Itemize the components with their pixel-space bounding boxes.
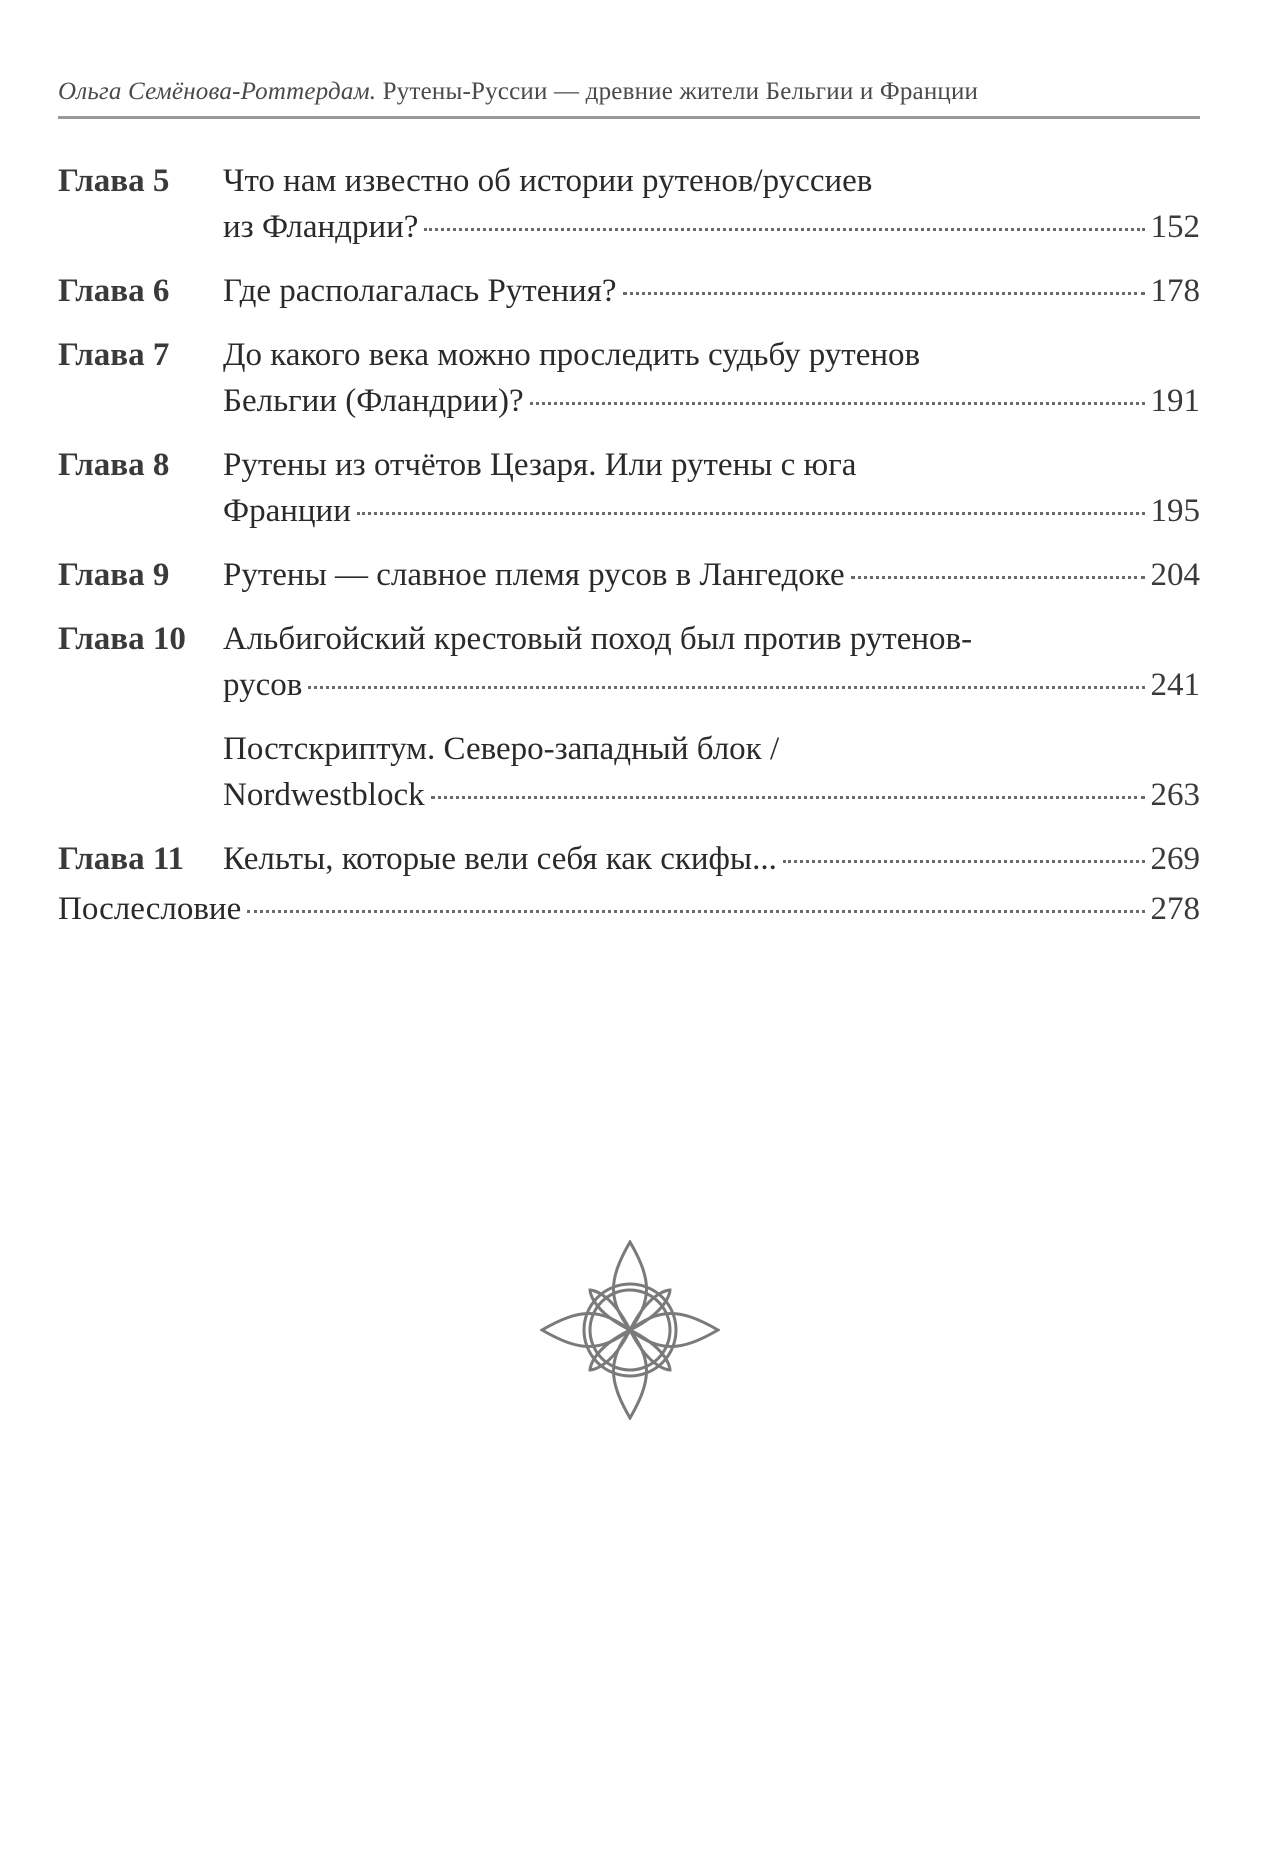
toc-entry-title-end: Франции <box>223 493 351 529</box>
toc-entry-line: Постскриптум. Северо-западный блок / <box>223 731 780 767</box>
dot-leader <box>424 228 1144 231</box>
toc-entry-line: Рутены из отчётов Цезаря. Или рутены с юга <box>223 447 857 483</box>
toc-entry-title-end: Nordwestblock <box>223 777 425 813</box>
dot-leader <box>308 686 1144 689</box>
running-head-title: Рутены-Руссии — древние жители Бельгии и Франции <box>382 78 979 105</box>
toc-entry-title: Кельты, которые вели себя как скифы... <box>223 841 777 877</box>
toc-entry-postscript[interactable] <box>58 726 1200 818</box>
toc-entry-chapter-7[interactable] <box>58 332 1200 424</box>
toc-page-number: 278 <box>1150 891 1200 927</box>
toc-entry-title: Послесловие <box>58 891 242 927</box>
running-head-author: Ольга Семёнова-Роттердам. <box>58 78 377 105</box>
toc-page-number: 195 <box>1150 493 1200 529</box>
toc-entry-label: Глава 11 <box>58 841 185 877</box>
toc-entry-chapter-8[interactable] <box>58 442 1200 534</box>
toc-entry-title: Где располагалась Рутения? <box>223 273 617 309</box>
header-rule <box>58 116 1200 119</box>
toc-page-number: 204 <box>1150 557 1200 593</box>
toc-page-number: 152 <box>1150 209 1200 245</box>
toc-page-number: 191 <box>1150 383 1200 419</box>
toc-entry-chapter-11[interactable] <box>58 836 1200 882</box>
dot-leader <box>623 292 1145 295</box>
dot-leader <box>247 910 1144 913</box>
toc-page-number: 241 <box>1150 667 1200 703</box>
toc-entry-label: Глава 8 <box>58 447 170 483</box>
dot-leader <box>851 576 1145 579</box>
dot-leader <box>357 512 1145 515</box>
toc-entry-chapter-9[interactable] <box>58 552 1200 598</box>
toc-entry-afterword[interactable] <box>58 886 1200 932</box>
toc-entry-chapter-10[interactable] <box>58 616 1200 708</box>
toc-entry-title-end: из Фландрии? <box>223 209 419 245</box>
dot-leader <box>783 860 1145 863</box>
toc-entry-label: Глава 5 <box>58 163 170 199</box>
dot-leader <box>530 402 1145 405</box>
toc-page-number: 269 <box>1150 841 1200 877</box>
dot-leader <box>431 796 1145 799</box>
toc-entry-chapter-6[interactable] <box>58 268 1200 314</box>
celtic-knot-icon <box>540 1240 720 1420</box>
toc-entry-label: Глава 10 <box>58 621 186 657</box>
toc-page-number: 263 <box>1150 777 1200 813</box>
toc-entry-label: Глава 9 <box>58 557 170 593</box>
running-head <box>58 78 978 106</box>
toc-entry-line: Что нам известно об истории рутенов/руссиев <box>223 163 873 199</box>
toc-entry-title: Рутены — славное племя русов в Лангедоке <box>223 557 845 593</box>
toc-entry-chapter-5[interactable] <box>58 158 1200 250</box>
toc-entry-label: Глава 7 <box>58 337 170 373</box>
toc-page-number: 178 <box>1150 273 1200 309</box>
toc-entry-line: До какого века можно проследить судьбу рутенов <box>223 337 921 373</box>
toc-entry-line: Альбигойский крестовый поход был против рутенов- <box>223 621 973 657</box>
toc-entry-title-end: Бельгии (Фландрии)? <box>223 383 524 419</box>
toc-entry-title-end: русов <box>223 667 303 703</box>
table-of-contents <box>58 158 1200 932</box>
toc-entry-label: Глава 6 <box>58 273 170 309</box>
